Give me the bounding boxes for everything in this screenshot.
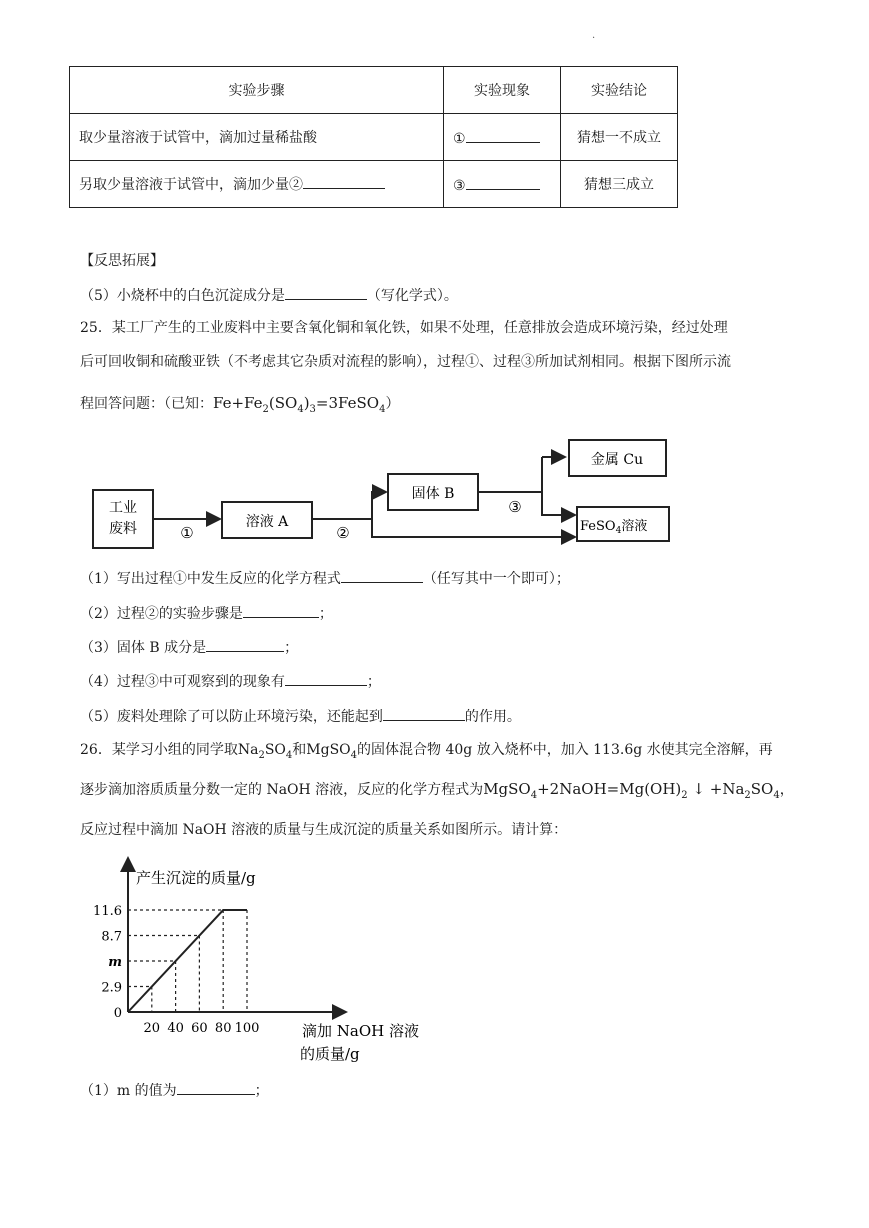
answer-blank[interactable] [206,637,284,652]
x-tick-label: 60 [191,1021,208,1036]
solution-a-label: 溶液 A [245,514,289,530]
copper-label: 金属 Cu [590,452,644,468]
row1-phenomenon: ① [444,114,561,161]
x-axis-label-2: 的质量/g [300,1045,360,1063]
y-tick-label: 11.6 [93,904,122,920]
q25-line3: 程回答问题：（已知：$Fe+Fe_2(SO_4)_3=3FeSO_4$） [80,394,400,415]
question-5: （5）小烧杯中的白色沉淀成分是 （写化学式）。 [80,285,458,306]
row1-conclusion: 猜想一不成立 [561,114,678,161]
arrow-to-feso4 [542,457,575,515]
row2-conclusion: 猜想三成立 [561,161,678,208]
q26-line2: 逐步滴加溶质质量分数一定的 NaOH 溶液，反应的化学方程式为$MgSO_4+2NaOH=Mg(OH)_2$ ↓ $+Na_2SO_4$， [80,780,794,801]
x-tick-label: 20 [143,1021,161,1036]
q25-sub-question: （5）废料处理除了可以防止环境污染，还能起到 的作用。 [80,706,521,727]
answer-blank[interactable] [303,174,385,189]
table-header-row [70,67,678,114]
step3-label: ③ [508,498,522,516]
answer-blank[interactable] [466,175,540,190]
x-axis-label: 滴加 NaOH 溶液 [302,1022,419,1040]
q25-sub-question: （3）固体 B 成分是 ； [80,637,298,658]
experiment-table [69,66,678,208]
arrow-to-solid-b [372,492,386,537]
series-line [128,910,247,1012]
answer-blank[interactable] [466,128,540,143]
answer-blank[interactable] [285,285,367,300]
q26-line1: 26．某学习小组的同学取$Na_2SO_4$和MgSO$_4$的固体混合物 40g 放入烧杯中，加入 113.6g 水使其完全溶解，再 [80,742,773,761]
step1-label: ① [180,524,194,542]
q25-sub-question: （2）过程②的实验步骤是 ； [80,603,333,624]
y-tick-label: 2.9 [101,980,122,996]
given-equation: $Fe+Fe_2(SO_4)_3=3FeSO_4$ [213,394,386,415]
header-conclusion: 实验结论 [561,67,678,114]
waste-label-2: 废料 [109,521,137,537]
precipitate-mass-chart [93,852,440,1067]
table-row [70,161,678,208]
answer-blank[interactable] [341,568,423,583]
row2-step: 另取少量溶液于试管中，滴加少量② [70,161,444,208]
row1-step: 取少量溶液于试管中，滴加过量稀盐酸 [70,114,444,161]
arrow-filtrate-to-feso4 [372,519,575,537]
q25-sub-question: （1）写出过程①中发生反应的化学方程式 （任写其中一个即可）； [80,568,570,589]
q26-line3: 反应过程中滴加 NaOH 溶液的质量与生成沉淀的质量关系如图所示。请计算： [80,822,568,838]
header-phenomenon: 实验现象 [444,67,561,114]
mgso4-formula: MgSO$_4$ [306,742,358,761]
answer-blank[interactable] [177,1080,255,1095]
q26-question-1: （1）m 的值为 ； [80,1080,269,1101]
y-tick-label: 8.7 [101,929,122,945]
x-tick-label: 100 [234,1021,260,1036]
box-industrial-waste [93,490,153,548]
process-flow-diagram [80,432,680,562]
step2-label: ② [336,524,350,542]
table-row [70,114,678,161]
reaction-equation: $MgSO_4+2NaOH=Mg(OH)_2$ ↓ $+Na_2SO_4$ [483,780,780,801]
na2so4-formula: $Na_2SO_4$ [237,742,293,761]
header-step: 实验步骤 [70,67,444,114]
row2-phenomenon: ③ [444,161,561,208]
solid-b-label: 固体 B [411,486,455,502]
answer-blank[interactable] [285,671,367,686]
y-axis-label: 产生沉淀的质量/g [136,869,256,887]
answer-blank[interactable] [243,603,319,618]
corner-mark: . [592,30,596,41]
answer-blank[interactable] [383,706,465,721]
q25-line1: 25．某工厂产生的工业废料中主要含氧化铜和氧化铁，如果不处理，任意排放会造成环境污染，经过处理 [80,320,728,336]
q25-line2: 后可回收铜和硫酸亚铁（不考虑其它杂质对流程的影响），过程①、过程③所加试剂相同。根据下图所示流 [80,354,731,370]
origin-label: 0 [113,1006,122,1021]
q25-sub-question: （4）过程③中可观察到的现象有 ； [80,671,381,692]
x-tick-label: 80 [214,1021,232,1036]
x-tick-label: 40 [167,1021,184,1036]
y-tick-label: m [108,955,122,971]
waste-label-1: 工业 [109,500,137,516]
feso4-label: FeSO$_4$溶液 [580,519,648,536]
reflection-heading: 【反思拓展】 [80,253,164,269]
